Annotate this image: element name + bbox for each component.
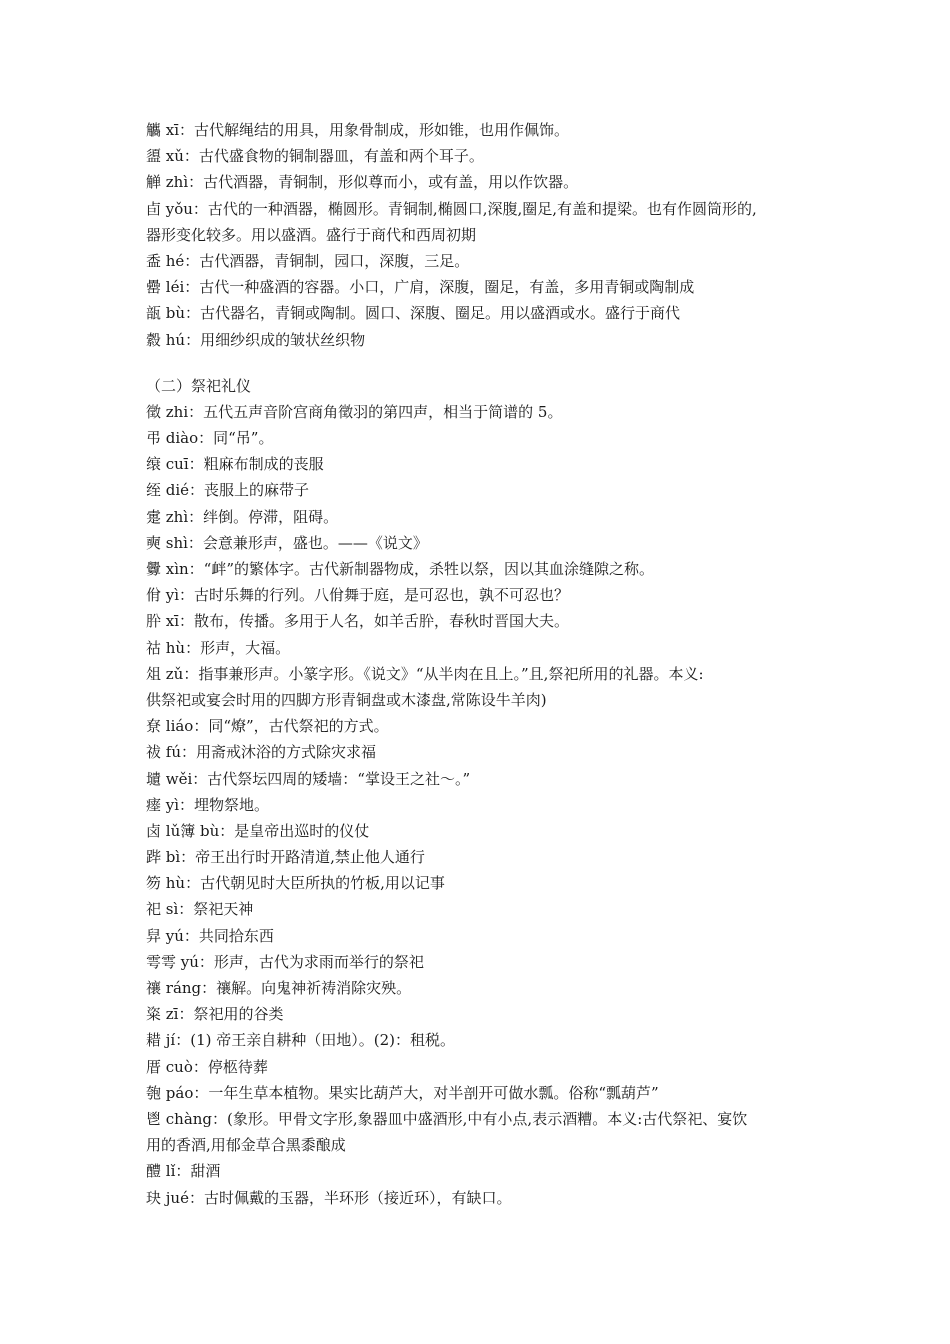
entry-line: 绖 dié：丧服上的麻带子 xyxy=(146,481,310,500)
entry-line: 禳 ráng：禳解。向鬼神祈祷消除灾殃。 xyxy=(146,979,412,997)
entry-line: 釁 xìn：“衅”的繁体字。古代新制器物成，杀牲以祭，因以其血涂缝隙之称。 xyxy=(146,560,655,578)
entry-line: 祓 fú：用斋戒沐浴的方式除灾求福 xyxy=(146,743,376,762)
entry-line: 笏 hù：古代朝见时大臣所执的竹板,用以记事 xyxy=(146,874,445,893)
section-vessels xyxy=(146,117,826,353)
entry-line: 觯 zhì：古代酒器，青铜制，形似尊而小，或有盖，用以作饮器。 xyxy=(146,173,579,192)
entry-line: 罍 léi：古代一种盛酒的容器。小口，广肩，深腹，圈足，有盖，多用青铜或陶制成 xyxy=(146,278,695,297)
entry-line: 缞 cuī：粗麻布制成的丧服 xyxy=(146,455,324,474)
entry-line: 用的香酒,用郁金草合黑黍酿成 xyxy=(146,1136,346,1155)
entry-line: 縠 hú：用细纱织成的皱状丝织物 xyxy=(146,330,366,349)
entry-line: 耤 jí：(1) 帝王亲自耕种（田地）。(2)：租税。 xyxy=(146,1031,455,1050)
entry-line: 卤 lǔ簿 bù：是皇帝出巡时的仪仗 xyxy=(146,821,370,840)
entry-line: 器形变化较多。用以盛酒。盛行于商代和西周初期 xyxy=(146,225,477,244)
entry-line: 鬯 chàng：(象形。甲骨文字形,象器皿中盛酒形,中有小点,表示酒糟。本义:古代祭祀、宴饮 xyxy=(146,1109,748,1128)
entry-line: 厝 cuò：停柩待葬 xyxy=(146,1057,268,1076)
entry-line: 跸 bì：帝王出行时开路清道,禁止他人通行 xyxy=(146,848,425,867)
entry-line: 卣 yǒu：古代的一种酒器，椭圆形。青铜制,椭圆口,深腹,圈足,有盖和提梁。也有作圆筒形的, xyxy=(146,199,757,218)
entry-line: 佾 yì：古时乐舞的行列。八佾舞于庭，是可忍也，孰不可忍也？ xyxy=(146,586,570,605)
entry-line: 祀 sì：祭祀天神 xyxy=(146,900,254,919)
entry-line: 玦 jué：古时佩戴的玉器，半环形（接近环），有缺口。 xyxy=(146,1188,512,1207)
entry-line: 瓿 bù：古代器名，青铜或陶制。圆口、深腹、圈足。用以盛酒或水。盛行于商代 xyxy=(146,304,681,323)
entry-line: 匏 páo：一年生草本植物。果实比葫芦大，对半剖开可做水瓢。俗称“瓢葫芦” xyxy=(146,1083,659,1102)
entry-line: 壝 wěi：古代祭坛四周的矮墙：“掌设王之社～。” xyxy=(146,769,471,788)
entry-line: 奭 shì：会意兼形声，盛也。——《说文》 xyxy=(146,533,428,552)
entry-line: 弔 diào：同“吊”。 xyxy=(146,429,274,448)
entry-line: 盉 hé：古代酒器，青铜制，园口，深腹，三足。 xyxy=(146,251,470,270)
entry-line: 俎 zǔ：指事兼形声。小篆字形。《说文》“从半肉在且上。”且,祭祀所用的礼器。本义: xyxy=(146,664,704,683)
entry-line: 雩雩 yú：形声，古代为求雨而举行的祭祀 xyxy=(146,952,424,971)
entry-line: 粢 zī：祭祀用的谷类 xyxy=(146,1005,284,1024)
entry-line: 瘗 yì：埋物祭地。 xyxy=(146,795,270,814)
document-body xyxy=(146,117,826,1211)
entry-line: 尞 liáo：同“燎”，古代祭祀的方式。 xyxy=(146,717,389,736)
entry-line: 觿 xī：古代解绳结的用具，用象骨制成，形如锥，也用作佩饰。 xyxy=(146,121,570,139)
section-heading: （二）祭祀礼仪 xyxy=(146,376,252,395)
entry-line: 疐 zhì：绊倒。停滞，阻碍。 xyxy=(146,507,339,526)
entry-line: 醴 lǐ：甜酒 xyxy=(146,1162,221,1181)
entry-line: 肸 xī：散布，传播。多用于人名，如羊舌肸，春秋时晋国大夫。 xyxy=(146,612,570,631)
section-rituals xyxy=(146,373,826,1211)
entry-line: 供祭祀或宴会时用的四脚方形青铜盘或木漆盘,常陈设牛羊肉) xyxy=(146,690,547,709)
entry-line: 徵 zhi：五代五声音阶宫商角徵羽的第四声，相当于简谱的 5。 xyxy=(146,402,563,421)
entry-line: 盨 xǔ：古代盛食物的铜制器皿，有盖和两个耳子。 xyxy=(146,147,484,166)
section-spacer xyxy=(146,353,826,373)
entry-line: 舁 yú：共同拾东西 xyxy=(146,926,274,945)
entry-line: 祜 hù：形声，大福。 xyxy=(146,638,291,657)
